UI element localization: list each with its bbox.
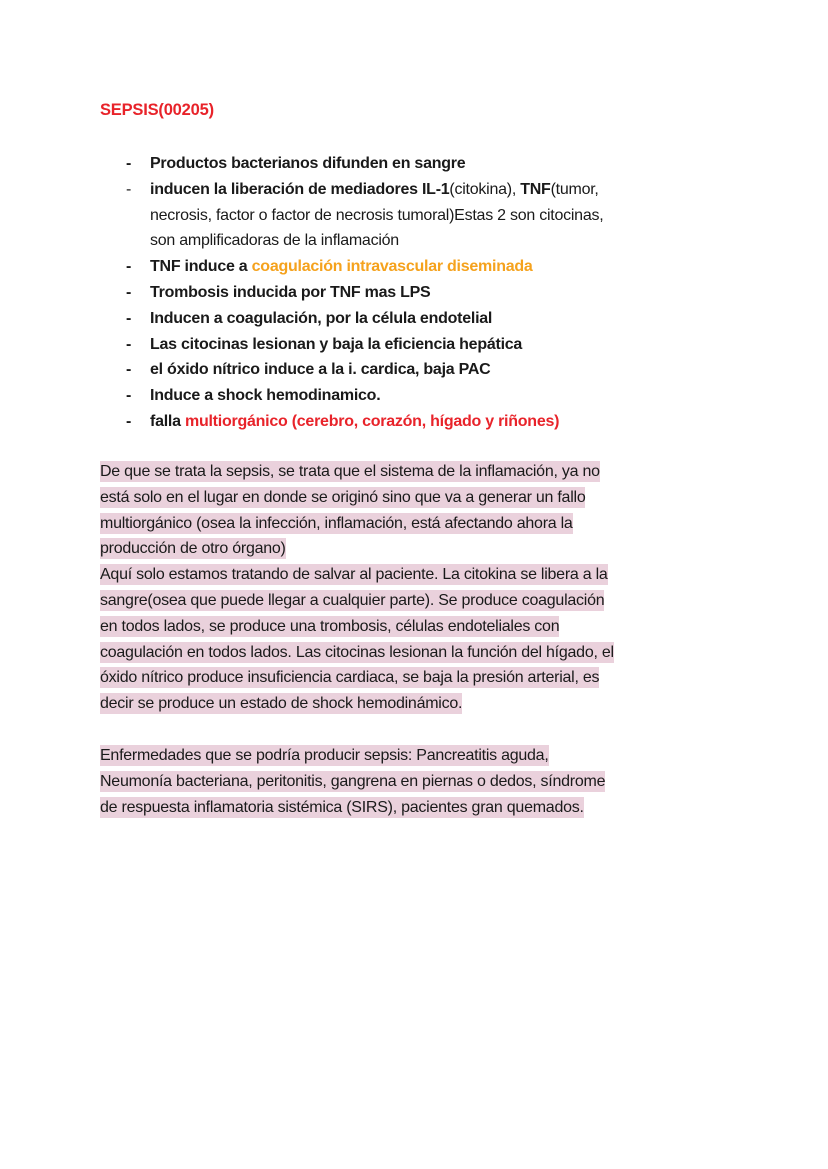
highlighted-text: Neumonía bacteriana, peritonitis, gangrena en piernas o dedos, síndrome [100,772,606,790]
bold-text: falla [150,412,185,430]
bullet-dash: - [126,412,132,430]
highlighted-text: multiorgánico (osea la infección, inflamación, está afectando ahora la [100,514,573,532]
bullet-dash: - [126,387,132,405]
list-item-text [150,177,599,203]
paragraph-line [100,614,614,640]
list-item-text: Inducen a coagulación, por la célula endotelial [150,309,493,327]
list-item-text [150,254,533,280]
diseases-paragraph [100,743,605,820]
highlighted-text: óxido nítrico produce insuficiencia cardiaca, se baja la presión arterial, es [100,669,600,687]
bold-text: inducen la liberación de mediadores IL-1 [150,180,450,198]
orange-highlight-text: coagulación intravascular diseminada [251,258,533,276]
paragraph-line [100,769,605,795]
list-item-text: Trombosis inducida por TNF mas LPS [150,283,431,301]
highlighted-text: sangre(osea que puede llegar a cualquier parte). Se produce coagulación [100,591,605,609]
bullet-dash: - [126,361,132,379]
paragraph-line [100,588,614,614]
paragraph-line [100,485,614,511]
paragraph-line [100,640,614,666]
paragraph-line [100,459,614,485]
highlighted-text: de respuesta inflamatoria sistémica (SIRS), pacientes gran quemados. [100,798,584,816]
bullet-dash: - [126,155,132,172]
document-title: SEPSIS(00205) [100,101,214,119]
paragraph-line [100,743,605,769]
highlighted-text: está solo en el lugar en donde se originó sino que va a generar un fallo [100,488,586,506]
bullet-dash: - [126,309,132,327]
red-highlight-text: multiorgánico (cerebro, corazón, hígado y riñones) [184,412,560,430]
paragraph-line [100,665,614,691]
highlighted-text: coagulación en todos lados. Las citocinas lesionan la función del hígado, el [100,643,614,661]
highlighted-text: en todos lados, se produce una trombosis, células endoteliales con [100,617,560,635]
list-item-text: Productos bacterianos difunden en sangre [150,155,466,172]
highlighted-text: producción de otro órgano) [100,540,286,558]
bold-text: TNF induce a [150,258,252,276]
paragraph-line [100,536,614,562]
highlighted-text: Enfermedades que se podría producir sepsis: Pancreatitis aguda, [100,747,549,764]
bullet-dash: - [126,335,132,353]
explanation-paragraph [100,459,614,717]
normal-text: (citokina), [449,180,521,198]
list-item-text: necrosis, factor o factor de necrosis tumoral)Estas 2 son citocinas, [150,206,604,224]
highlighted-text: Aquí solo estamos tratando de salvar al paciente. La citokina se libera a la [100,566,608,584]
bullet-dash: - [126,283,132,301]
normal-text: (tumor, [550,180,599,198]
paragraph-line [100,795,605,821]
list-item-text: el óxido nítrico induce a la i. cardica, baja PAC [150,361,491,379]
paragraph-line [100,562,614,588]
list-item-text: Las citocinas lesionan y baja la eficiencia hepática [150,335,523,353]
list-item-text: son amplificadoras de la inflamación [150,232,399,250]
highlighted-text: De que se trata la sepsis, se trata que el sistema de la inflamación, ya no [100,463,600,480]
list-item-text [150,409,559,435]
bullet-dash: - [126,180,132,198]
bold-text: TNF [520,180,551,198]
bullet-dash: - [126,258,132,276]
paragraph-line [100,511,614,537]
highlighted-text: decir se produce un estado de shock hemodinámico. [100,695,463,713]
paragraph-line [100,691,614,717]
list-item-text: Induce a shock hemodinamico. [150,387,381,405]
